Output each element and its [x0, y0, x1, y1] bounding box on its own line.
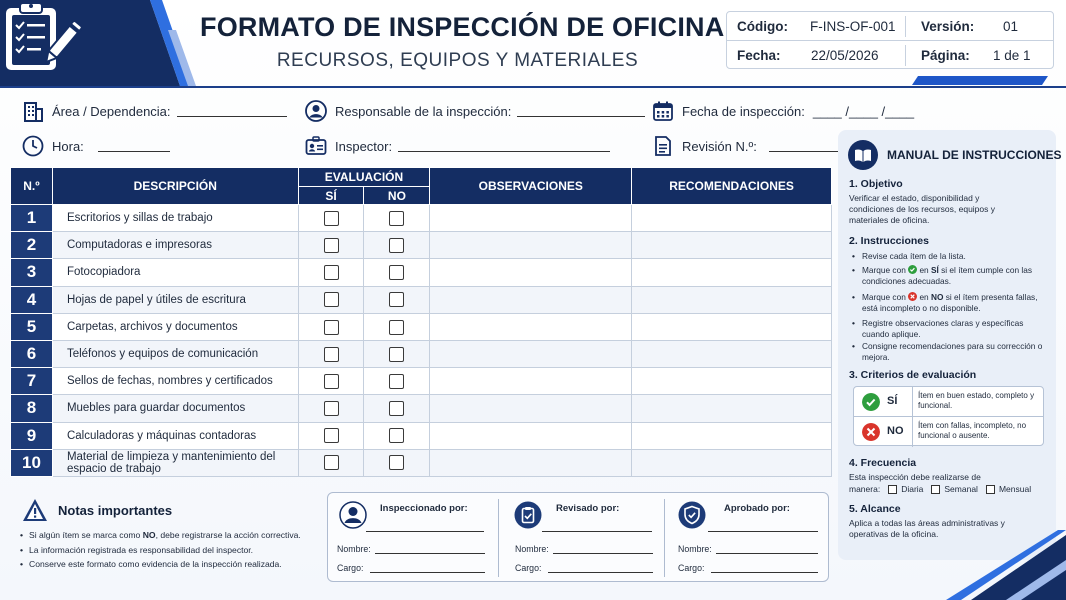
yes-cell — [298, 395, 364, 422]
note-item — [20, 543, 301, 558]
no-cell — [364, 422, 430, 449]
time-field[interactable] — [22, 135, 170, 157]
inspection-table — [10, 167, 832, 477]
row-description: Escritorios y sillas de trabajo — [52, 205, 298, 232]
row-number: 1 — [11, 205, 53, 232]
responsible-input-line[interactable] — [517, 105, 645, 117]
recommendations-cell[interactable] — [632, 205, 832, 232]
manual-title-text: MANUAL DE INSTRUCCIONES — [887, 148, 1062, 162]
signature-box — [327, 492, 829, 582]
row-description: Fotocopiadora — [52, 259, 298, 286]
table-row — [11, 313, 832, 340]
inspection-table-body — [11, 205, 832, 477]
table-row — [11, 286, 832, 313]
note-text: , debe registrarse la acción correctiva. — [155, 530, 301, 540]
time-label: Hora: — [52, 138, 84, 154]
signature-role-label: Cargo: — [337, 563, 364, 573]
criteria-yes-desc: Ítem en buen estado, completo y funcional. — [918, 391, 1035, 410]
observations-cell[interactable] — [430, 340, 632, 367]
building-icon — [22, 100, 44, 122]
notes-title — [22, 498, 172, 522]
instruction-text: si el ítem presenta fallas, está incompleto o no disponible. — [862, 292, 1038, 313]
table-row — [11, 340, 832, 367]
frequency-daily-label: Diaria — [901, 484, 924, 494]
no-cell — [364, 395, 430, 422]
observations-cell[interactable] — [430, 313, 632, 340]
row-description: Calculadoras y máquinas contadoras — [52, 422, 298, 449]
check-circle-icon — [908, 265, 917, 274]
yes-cell — [298, 422, 364, 449]
observations-cell[interactable] — [430, 259, 632, 286]
row-description: Hojas de papel y útiles de escritura — [52, 286, 298, 313]
no-checkbox[interactable] — [389, 320, 404, 335]
yes-cell — [298, 449, 364, 476]
note-item — [20, 528, 301, 543]
note-bold: NO — [142, 530, 156, 540]
revision-label: Revisión N.º: — [682, 138, 757, 154]
instruction-text: Marque con — [862, 292, 909, 302]
row-number: 8 — [11, 395, 53, 422]
header-num: N.º — [11, 168, 53, 205]
clipboard-check-icon — [514, 501, 542, 529]
responsible-label: Responsable de la inspección: — [335, 103, 512, 119]
row-number: 2 — [11, 232, 53, 259]
inspector-field[interactable] — [305, 135, 610, 157]
no-cell — [364, 313, 430, 340]
x-circle-icon — [862, 423, 880, 441]
page-subtitle: RECURSOS, EQUIPOS Y MATERIALES — [276, 50, 639, 71]
header-yes: SÍ — [298, 187, 364, 205]
no-checkbox[interactable] — [389, 428, 404, 443]
signature-approved — [664, 493, 830, 581]
signature-line[interactable] — [708, 531, 818, 532]
notes-list — [20, 528, 301, 572]
signature-line[interactable] — [542, 531, 652, 532]
row-description: Material de limpieza y mantenimiento del espacio de trabajo — [52, 449, 298, 476]
yes-checkbox[interactable] — [324, 265, 339, 280]
criteria-yes-row — [854, 387, 1043, 417]
row-number: 4 — [11, 286, 53, 313]
no-checkbox[interactable] — [389, 374, 404, 389]
recommendations-cell[interactable] — [632, 286, 832, 313]
meta-row-code — [727, 12, 1053, 41]
corner-decoration — [936, 530, 1066, 600]
calendar-icon — [652, 100, 674, 122]
no-checkbox[interactable] — [389, 265, 404, 280]
note-text: Si algún ítem se marca como — [29, 530, 143, 540]
criteria-divider — [912, 387, 913, 416]
header-description: DESCRIPCIÓN — [52, 168, 298, 205]
header-observations: OBSERVACIONES — [430, 168, 632, 205]
no-checkbox[interactable] — [389, 455, 404, 470]
version-value: 01 — [1003, 19, 1019, 34]
row-number: 9 — [11, 422, 53, 449]
revision-field[interactable] — [652, 135, 843, 157]
meta-divider — [905, 45, 906, 66]
row-number: 3 — [11, 259, 53, 286]
yes-checkbox[interactable] — [324, 374, 339, 389]
revision-input-line[interactable] — [769, 140, 843, 152]
criteria-table — [853, 386, 1044, 446]
meta-divider — [905, 16, 906, 37]
yes-cell — [298, 232, 364, 259]
instruction-text: Marque con — [862, 265, 909, 275]
responsible-field[interactable] — [305, 100, 645, 122]
area-input-line[interactable] — [177, 105, 287, 117]
no-cell — [364, 232, 430, 259]
table-row — [11, 205, 832, 232]
row-description: Computadoras e impresoras — [52, 232, 298, 259]
area-field[interactable] — [22, 100, 287, 122]
criteria-title: 3. Criterios de evaluación — [849, 369, 977, 381]
user-icon — [339, 501, 367, 529]
signature-role-line[interactable] — [370, 572, 485, 573]
yes-cell — [298, 313, 364, 340]
criteria-no-label: NO — [887, 425, 904, 437]
instructions-title: 2. Instrucciones — [849, 235, 929, 247]
table-row — [11, 422, 832, 449]
recommendations-cell[interactable] — [632, 395, 832, 422]
shield-check-icon — [678, 501, 706, 529]
user-circle-icon — [305, 100, 327, 122]
observations-cell[interactable] — [430, 368, 632, 395]
header-recommendations: RECOMENDACIONES — [632, 168, 832, 205]
date-label: Fecha: — [737, 48, 781, 63]
observations-cell[interactable] — [430, 232, 632, 259]
row-number: 5 — [11, 313, 53, 340]
row-description: Teléfonos y equipos de comunicación — [52, 340, 298, 367]
instruction-text: en — [919, 292, 929, 302]
signature-name-line[interactable] — [553, 553, 653, 554]
row-description: Carpetas, archivos y documentos — [52, 313, 298, 340]
signature-name-label: Nombre: — [678, 544, 712, 554]
signature-role-label: Cargo: — [515, 563, 542, 573]
signature-name-label: Nombre: — [337, 544, 371, 554]
instruction-item — [852, 318, 1050, 339]
yes-checkbox[interactable] — [324, 347, 339, 362]
yes-cell — [298, 205, 364, 232]
inspection-date-label: Fecha de inspección: — [682, 103, 805, 119]
inspection-date-field[interactable] — [652, 100, 914, 122]
recommendations-cell[interactable] — [632, 422, 832, 449]
instruction-item — [852, 341, 1050, 362]
recommendations-cell[interactable] — [632, 313, 832, 340]
frequency-monthly-label: Mensual — [998, 484, 1032, 494]
scope-title: 5. Alcance — [849, 503, 901, 515]
no-cell — [364, 340, 430, 367]
no-cell — [364, 449, 430, 476]
instruction-text: Revise cada ítem de la lista. — [862, 251, 966, 261]
logo-band — [0, 0, 200, 86]
signature-name-label: Nombre: — [515, 544, 549, 554]
observations-cell[interactable] — [430, 449, 632, 476]
yes-checkbox[interactable] — [324, 292, 339, 307]
id-card-icon — [305, 135, 327, 157]
table-row — [11, 368, 832, 395]
page-title: FORMATO DE INSPECCIÓN DE OFICINA — [200, 12, 725, 42]
observations-cell[interactable] — [430, 205, 632, 232]
document-meta-box — [726, 11, 1054, 69]
frequency-label: manera: — [849, 484, 881, 494]
row-description: Sellos de fechas, nombres y certificados — [52, 368, 298, 395]
observations-cell[interactable] — [430, 395, 632, 422]
instruction-item — [852, 265, 1050, 286]
check-circle-icon — [862, 393, 880, 411]
recommendations-cell[interactable] — [632, 368, 832, 395]
note-item — [20, 557, 301, 572]
yes-cell — [298, 368, 364, 395]
inspector-input-line[interactable] — [398, 140, 610, 152]
recommendations-cell[interactable] — [632, 232, 832, 259]
instruction-item — [852, 251, 1050, 262]
page-value: 1 de 1 — [993, 48, 1031, 63]
frequency-daily-checkbox[interactable] — [888, 485, 897, 494]
table-row — [11, 232, 832, 259]
table-row — [11, 449, 832, 476]
yes-checkbox[interactable] — [324, 428, 339, 443]
signature-role-line[interactable] — [548, 572, 653, 573]
signature-title: Revisado por: — [556, 503, 620, 514]
no-checkbox[interactable] — [389, 238, 404, 253]
book-icon — [848, 140, 878, 170]
frequency-weekly-checkbox[interactable] — [931, 485, 940, 494]
yes-cell — [298, 286, 364, 313]
x-circle-icon — [908, 292, 917, 301]
header-no: NO — [364, 187, 430, 205]
no-checkbox[interactable] — [389, 401, 404, 416]
yes-checkbox[interactable] — [324, 401, 339, 416]
criteria-no-row — [854, 417, 1043, 447]
row-number: 10 — [11, 449, 53, 476]
row-description: Muebles para guardar documentos — [52, 395, 298, 422]
no-checkbox[interactable] — [389, 211, 404, 226]
note-text: Conserve este formato como evidencia de la inspección realizada. — [29, 559, 282, 569]
row-number: 6 — [11, 340, 53, 367]
signature-name-line[interactable] — [716, 553, 818, 554]
instructions-panel — [838, 130, 1062, 560]
observations-cell[interactable] — [430, 422, 632, 449]
table-row — [11, 395, 832, 422]
instruction-text: Consigne recomendaciones para su corrección o mejora. — [862, 341, 1043, 362]
signature-line[interactable] — [366, 531, 484, 532]
inspector-label: Inspector: — [335, 138, 393, 154]
instruction-bold: NO — [930, 292, 944, 302]
instruction-text: en — [919, 265, 929, 275]
version-label: Versión: — [921, 19, 975, 34]
time-input-line[interactable] — [98, 140, 170, 152]
instruction-item — [852, 292, 1050, 313]
warning-icon — [22, 498, 48, 522]
no-cell — [364, 205, 430, 232]
frequency-text: Esta inspección debe realizarse de — [849, 472, 981, 482]
signature-title: Inspeccionado por: — [380, 503, 468, 514]
meta-row-date — [727, 41, 1053, 70]
objective-text: Verificar el estado, disponibilidad y condiciones de los recursos, equipos y materiales de oficina. — [849, 193, 995, 225]
code-value: F-INS-OF-001 — [810, 19, 896, 34]
clipboard-checklist-icon — [0, 0, 82, 72]
yes-checkbox[interactable] — [324, 238, 339, 253]
yes-checkbox[interactable] — [324, 320, 339, 335]
header-divider — [0, 86, 1066, 88]
recommendations-cell[interactable] — [632, 259, 832, 286]
no-cell — [364, 259, 430, 286]
date-value: 22/05/2026 — [811, 48, 879, 63]
instruction-text: Registre observaciones claras y específicas cuando aplique. — [862, 318, 1024, 339]
instruction-bold: SÍ — [930, 265, 939, 275]
recommendations-cell[interactable] — [632, 449, 832, 476]
observations-cell[interactable] — [430, 286, 632, 313]
yes-checkbox[interactable] — [324, 455, 339, 470]
no-checkbox[interactable] — [389, 347, 404, 362]
clock-icon — [22, 135, 44, 157]
frequency-monthly-checkbox[interactable] — [986, 485, 995, 494]
frequency-weekly-label: Semanal — [944, 484, 978, 494]
row-number: 7 — [11, 368, 53, 395]
scope-text: Aplica a todas las áreas administrativas y operativas de la oficina. — [849, 518, 1005, 539]
criteria-yes-label: SÍ — [887, 395, 898, 407]
frequency-title: 4. Frecuencia — [849, 457, 917, 469]
objective-title: 1. Objetivo — [849, 178, 903, 190]
signature-name-line[interactable] — [375, 553, 485, 554]
header-evaluation: EVALUACIÓN — [298, 168, 430, 187]
yes-cell — [298, 259, 364, 286]
recommendations-cell[interactable] — [632, 340, 832, 367]
signature-title: Aprobado por: — [724, 503, 790, 514]
frequency-options — [849, 484, 1031, 494]
criteria-divider — [912, 417, 913, 447]
inspection-date-blanks[interactable]: ____ /____ /____ — [812, 103, 915, 119]
note-text: La información registrada es responsabilidad del inspector. — [29, 544, 254, 555]
area-label: Área / Dependencia: — [52, 103, 171, 119]
no-cell — [364, 368, 430, 395]
signature-role-line[interactable] — [711, 572, 818, 573]
notes-title-text: Notas importantes — [58, 502, 173, 518]
no-cell — [364, 286, 430, 313]
meta-accent-bar — [912, 76, 1048, 85]
manual-title — [848, 140, 1061, 170]
signature-role-label: Cargo: — [678, 563, 705, 573]
no-checkbox[interactable] — [389, 292, 404, 307]
table-row — [11, 259, 832, 286]
signature-inspected — [328, 493, 498, 581]
signature-reviewed — [498, 493, 664, 581]
instruction-text: si el ítem cumple con las condiciones adecuadas. — [862, 265, 1032, 286]
yes-checkbox[interactable] — [324, 211, 339, 226]
document-icon — [652, 135, 674, 157]
criteria-no-desc: Ítem con fallas, incompleto, no funcional o ausente. — [918, 421, 1027, 440]
title-block — [200, 12, 725, 72]
page-label: Página: — [921, 48, 970, 63]
yes-cell — [298, 340, 364, 367]
code-label: Código: — [737, 19, 788, 34]
